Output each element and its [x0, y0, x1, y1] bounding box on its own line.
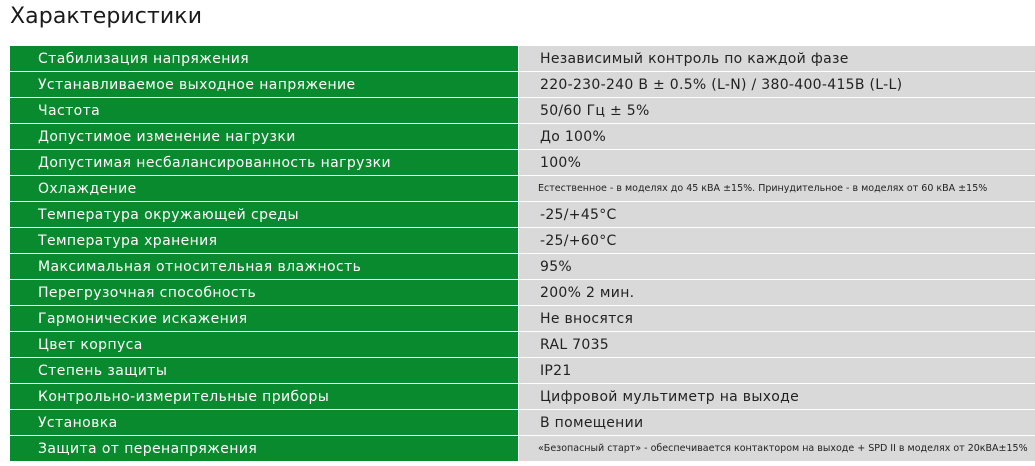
spec-name-cell: Охлаждение: [10, 176, 519, 202]
spec-name-cell: Контрольно-измерительные приборы: [10, 384, 519, 410]
spec-name-cell: Температура окружающей среды: [10, 202, 519, 228]
spec-value-cell: До 100%: [519, 124, 1035, 150]
spec-value-cell: 200% 2 мин.: [519, 280, 1035, 306]
specifications-table: [10, 46, 1035, 462]
table-row: [10, 124, 1035, 150]
spec-name-cell: Допустимая несбалансированность нагрузки: [10, 150, 519, 176]
spec-name-cell: Частота: [10, 98, 519, 124]
table-row: [10, 254, 1035, 280]
spec-value-cell: 100%: [519, 150, 1035, 176]
spec-name-cell: Допустимое изменение нагрузки: [10, 124, 519, 150]
spec-value-cell: 50/60 Гц ± 5%: [519, 98, 1035, 124]
spec-name-cell: Степень защиты: [10, 358, 519, 384]
spec-name-cell: Устанавливаемое выходное напряжение: [10, 72, 519, 98]
spec-name-cell: Защита от перенапряжения: [10, 436, 519, 462]
spec-value-cell: -25/+45°С: [519, 202, 1035, 228]
spec-value-cell: RAL 7035: [519, 332, 1035, 358]
spec-name-cell: Установка: [10, 410, 519, 436]
table-row: [10, 280, 1035, 306]
table-row: [10, 46, 1035, 72]
table-row: [10, 98, 1035, 124]
spec-name-cell: Температура хранения: [10, 228, 519, 254]
table-row: [10, 332, 1035, 358]
spec-name-cell: Перегрузочная способность: [10, 280, 519, 306]
table-row: [10, 384, 1035, 410]
table-row: [10, 150, 1035, 176]
spec-value-cell: «Безопасный старт» - обеспечивается контактором на выходе + SPD II в моделях от 20кВА±15%: [519, 436, 1035, 462]
spec-name-cell: Гармонические искажения: [10, 306, 519, 332]
table-row: [10, 176, 1035, 202]
table-row: [10, 72, 1035, 98]
spec-value-cell: В помещении: [519, 410, 1035, 436]
table-row: [10, 436, 1035, 462]
spec-value-cell: Естественное - в моделях до 45 кВА ±15%. Принудительное - в моделях от 60 кВА ±15%: [519, 176, 1035, 202]
spec-value-cell: Не вносятся: [519, 306, 1035, 332]
table-row: [10, 306, 1035, 332]
spec-name-cell: Стабилизация напряжения: [10, 46, 519, 72]
spec-value-cell: Цифровой мультиметр на выходе: [519, 384, 1035, 410]
spec-value-cell: 220-230-240 В ± 0.5% (L-N) / 380-400-415В (L-L): [519, 72, 1035, 98]
table-row: [10, 202, 1035, 228]
spec-value-cell: -25/+60°С: [519, 228, 1035, 254]
table-row: [10, 410, 1035, 436]
spec-value-cell: IP21: [519, 358, 1035, 384]
spec-value-cell: Независимый контроль по каждой фазе: [519, 46, 1035, 72]
table-row: [10, 358, 1035, 384]
spec-name-cell: Цвет корпуса: [10, 332, 519, 358]
spec-value-cell: 95%: [519, 254, 1035, 280]
spec-name-cell: Максимальная относительная влажность: [10, 254, 519, 280]
page-title: Характеристики: [10, 4, 203, 29]
table-row: [10, 228, 1035, 254]
